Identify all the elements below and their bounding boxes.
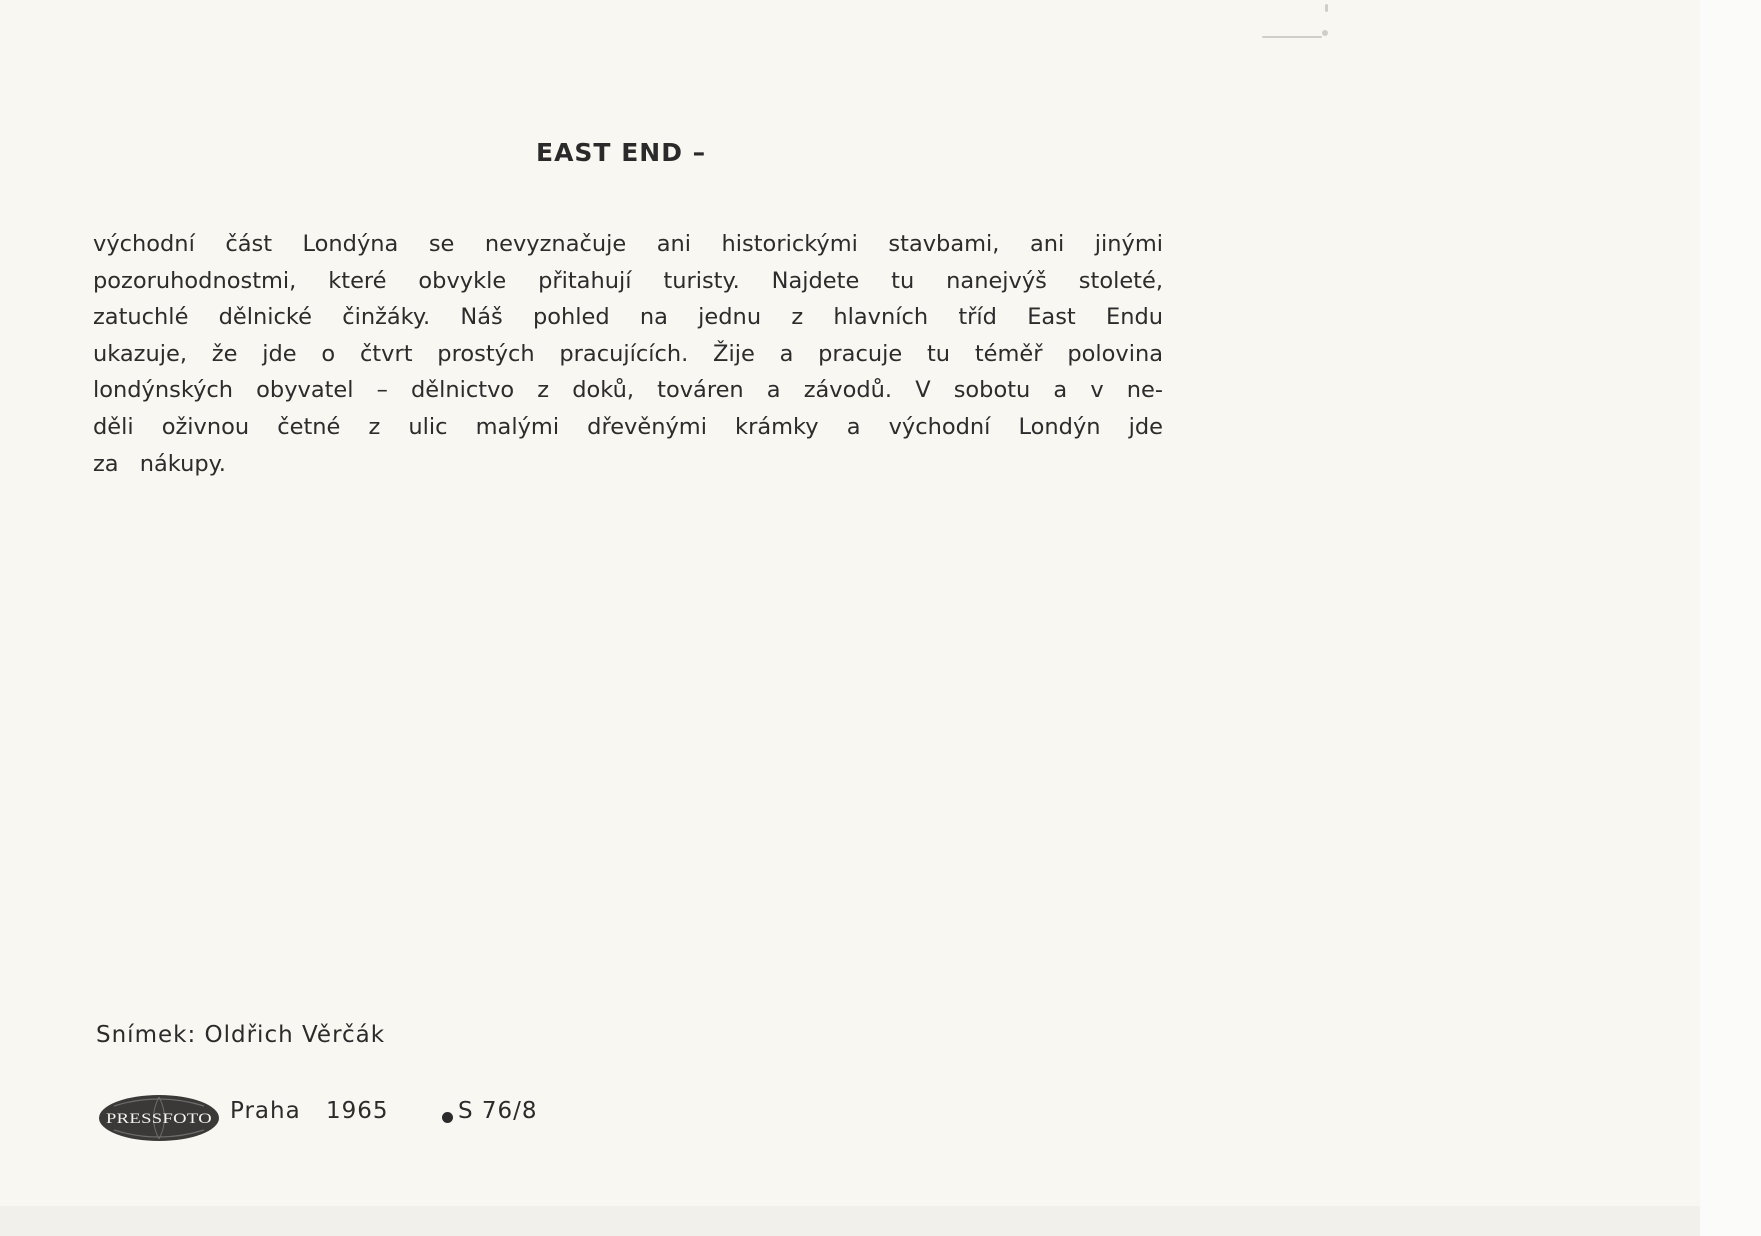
card-heading: EAST END – [536, 138, 707, 167]
paragraph-line: za nákupy. [93, 450, 226, 477]
description-paragraph [93, 226, 1163, 482]
publication-place: Praha [230, 1098, 301, 1124]
bullet-icon [442, 1112, 453, 1123]
paragraph-line: ukazuje, že jde o čtvrt prostých pracujících. Žije a pracuje tu téměř polovina [93, 340, 1163, 367]
paragraph-line: děli oživnou četné z ulic malými dřevěnými krámky a východní Londýn jde [93, 413, 1163, 440]
publisher-footer [98, 1090, 698, 1146]
paper-mark [1322, 30, 1328, 36]
paper-mark [1325, 4, 1328, 12]
logo-text: PRESSFOTO [106, 1111, 212, 1127]
series-code: S 76/8 [458, 1098, 538, 1124]
publication-year: 1965 [326, 1098, 389, 1124]
paragraph-line: pozoruhodnostmi, které obvykle přitahují turisty. Najdete tu nanejvýš stoleté, [93, 267, 1163, 294]
photo-credit: Snímek: Oldřich Věrčák [96, 1022, 386, 1048]
paragraph-line: londýnských obyvatel – dělnictvo z doků, továren a závodů. V sobotu a v ne- [93, 377, 1163, 404]
scan-margin [1700, 0, 1761, 1236]
paper-mark [1262, 36, 1322, 38]
pressfoto-logo [98, 1094, 220, 1142]
paragraph-line: východní část Londýna se nevyznačuje ani historickými stavbami, ani jinými [93, 231, 1163, 257]
scan-margin-bottom [0, 1206, 1700, 1236]
paragraph-line: zatuchlé dělnické činžáky. Náš pohled na jednu z hlavních tříd East Endu [93, 304, 1163, 331]
